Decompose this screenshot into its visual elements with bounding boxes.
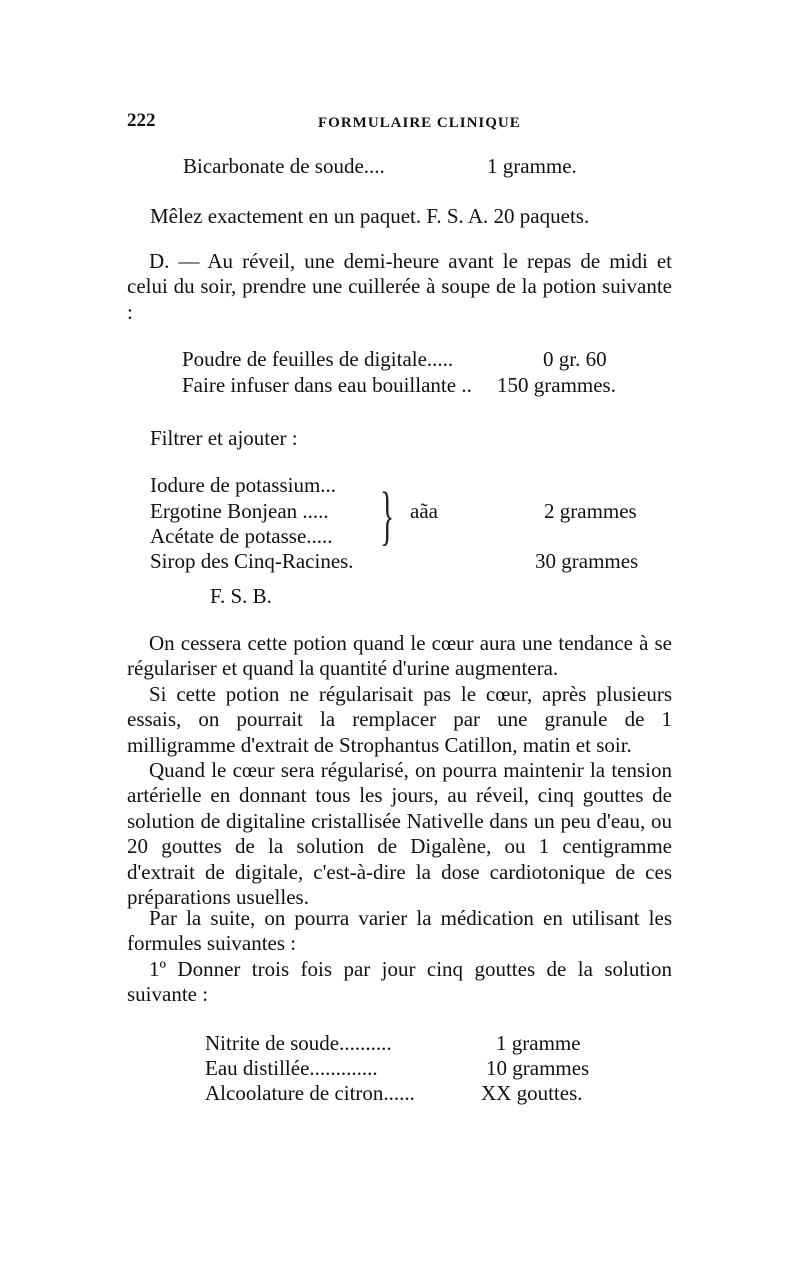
running-head: FORMULAIRE CLINIQUE (318, 115, 521, 131)
aaa-label: aãa (410, 499, 438, 523)
body-paragraph-4 (127, 906, 672, 957)
brace-icon: } (380, 479, 395, 552)
solution-item-1: Nitrite de soude.......... (205, 1031, 392, 1055)
solution-item-3: Alcoolature de citron...... (205, 1081, 415, 1105)
body-paragraph-5-text: 1º Donner trois fois par jour cinq gouttes de la solution suivante : (127, 957, 672, 1007)
addition-item-2: Ergotine Bonjean ..... (150, 499, 329, 523)
addition-qty-4: 30 grammes (535, 549, 639, 573)
solution-item-2: Eau distillée............. (205, 1056, 378, 1080)
body-paragraph-5 (127, 957, 672, 1008)
body-paragraph-4-text: Par la suite, on pourra varier la médication en utilisant les formules suivantes : (127, 906, 672, 956)
body-paragraph-1-text: On cessera cette potion quand le cœur aura une tendance à se régulariser et quand la quantité d'urine augmentera. (127, 631, 672, 681)
solution-qty-3: XX gouttes. (481, 1081, 583, 1105)
addition-item-3: Acétate de potasse..... (150, 524, 333, 548)
addition-item-1: Iodure de potassium... (150, 473, 337, 497)
page-number: 222 (127, 110, 156, 131)
solution-qty-1: 1 gramme (496, 1031, 581, 1055)
bicarbonate-item: Bicarbonate de soude.... (183, 154, 385, 178)
body-paragraph-3-text: Quand le cœur sera régularisé, on pourra maintenir la tension artérielle en donnant tous les jours, au réveil, cinq gouttes de solution de digitaline cristallisée Nativelle dans un peu d'eau, ou 20 gouttes de la solution de Digalène, ou 1 centigramme d'extrait de digitale, c'est-à-dire la dose cardiotonique de ces préparations usuelles. (127, 758, 672, 910)
addition-item-4: Sirop des Cinq-Racines. (150, 549, 354, 573)
paragraph-d (127, 249, 672, 325)
solution-qty-2: 10 grammes (486, 1056, 590, 1080)
paragraph-d-text: D. — Au réveil, une demi-heure avant le repas de midi et celui du soir, prendre une cuillerée à soupe de la potion suivante : (127, 249, 672, 324)
potion-item-1: Poudre de feuilles de digitale..... (182, 347, 454, 371)
potion-item-2: Faire infuser dans eau bouillante .. (182, 373, 472, 397)
addition-qty-2: 2 grammes (544, 499, 637, 523)
filtrer-line: Filtrer et ajouter : (150, 426, 298, 450)
fsb-line: F. S. B. (210, 584, 272, 608)
body-paragraph-1 (127, 631, 672, 682)
bicarbonate-qty: 1 gramme. (487, 154, 577, 178)
body-paragraph-3 (127, 758, 672, 910)
potion-qty-1: 0 gr. 60 (543, 347, 607, 371)
body-paragraph-2-text: Si cette potion ne régularisait pas le cœur, après plusieurs essais, on pourrait la remplacer par une granule de 1 milligramme d'extrait de Strophantus Catillon, matin et soir. (127, 682, 672, 757)
body-paragraph-2 (127, 682, 672, 758)
potion-qty-2: 150 grammes. (497, 373, 616, 397)
paquet-line: Mêlez exactement en un paquet. F. S. A. 20 paquets. (150, 204, 590, 228)
